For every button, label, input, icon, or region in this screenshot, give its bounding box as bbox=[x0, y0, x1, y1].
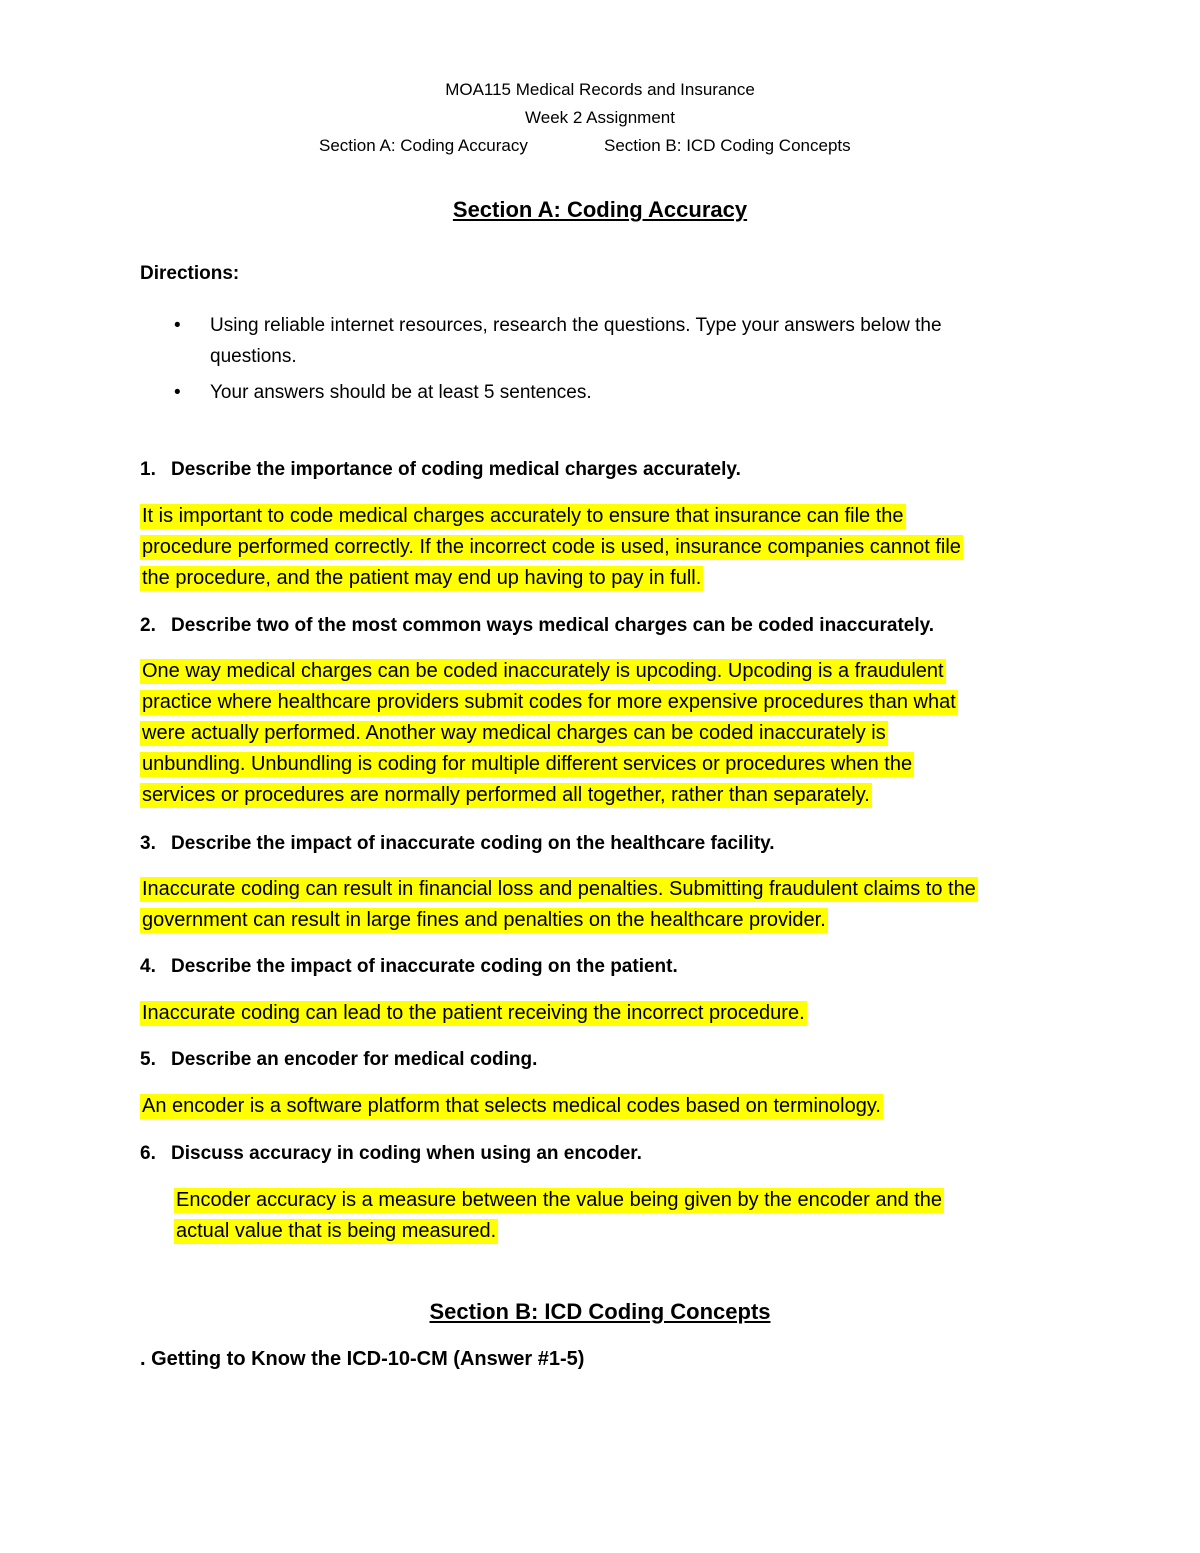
assignment-title: Week 2 Assignment bbox=[525, 108, 675, 127]
answer-line: One way medical charges can be coded inaccurately is upcoding. Upcoding is a fraudulent bbox=[142, 660, 944, 682]
question-2 bbox=[140, 614, 934, 638]
question-number: 6. bbox=[140, 1143, 156, 1164]
question-text: Describe the impact of inaccurate coding on the patient. bbox=[171, 956, 678, 977]
answer-5 bbox=[140, 1091, 883, 1122]
answer-line: were actually performed. Another way medical charges can be coded inaccurately is bbox=[142, 722, 886, 744]
answer-line: practice where healthcare providers submit codes for more expensive procedures than what bbox=[142, 691, 956, 713]
answer-2 bbox=[140, 656, 958, 811]
answer-1 bbox=[140, 501, 963, 594]
bullet-text-line: Using reliable internet resources, research the questions. Type your answers below the bbox=[210, 315, 942, 336]
answer-4 bbox=[140, 998, 807, 1029]
directions-label: Directions: bbox=[140, 263, 240, 284]
question-number: 1. bbox=[140, 459, 156, 480]
question-number: 5. bbox=[140, 1049, 156, 1070]
answer-3 bbox=[140, 874, 978, 936]
question-text: Discuss accuracy in coding when using an encoder. bbox=[171, 1143, 642, 1164]
question-number: 4. bbox=[140, 956, 156, 977]
course-title: MOA115 Medical Records and Insurance bbox=[445, 80, 755, 99]
answer-line: the procedure, and the patient may end up having to pay in full. bbox=[142, 567, 702, 589]
answer-line: services or procedures are normally performed all together, rather than separately. bbox=[142, 784, 870, 806]
section-a-heading: Section A: Coding Accuracy bbox=[452, 197, 748, 222]
answer-6 bbox=[174, 1185, 944, 1247]
answer-line: Inaccurate coding can result in financial loss and penalties. Submitting fraudulent claims to the bbox=[142, 878, 976, 900]
question-3 bbox=[140, 832, 775, 856]
direction-bullet-1 bbox=[140, 310, 1070, 372]
bullet-text-line: questions. bbox=[210, 346, 297, 367]
direction-bullet-2 bbox=[140, 377, 1070, 408]
section-b-heading: Section B: ICD Coding Concepts bbox=[429, 1299, 771, 1324]
header-section-a-label: Section A: Coding Accuracy bbox=[319, 136, 528, 155]
question-6 bbox=[140, 1142, 642, 1166]
answer-line: government can result in large fines and penalties on the healthcare provider. bbox=[142, 909, 826, 931]
question-text: Describe the impact of inaccurate coding on the healthcare facility. bbox=[171, 833, 775, 854]
question-number: 3. bbox=[140, 833, 156, 854]
answer-line: procedure performed correctly. If the incorrect code is used, insurance companies cannot file bbox=[142, 536, 961, 558]
question-text: Describe the importance of coding medical charges accurately. bbox=[171, 459, 741, 480]
answer-line: An encoder is a software platform that selects medical codes based on terminology. bbox=[142, 1095, 881, 1117]
bullet-icon: • bbox=[174, 315, 181, 336]
answer-line: actual value that is being measured. bbox=[176, 1220, 497, 1242]
question-number: 2. bbox=[140, 615, 156, 636]
answer-line: Encoder accuracy is a measure between the value being given by the encoder and the bbox=[176, 1189, 943, 1211]
header-section-labels bbox=[0, 135, 1200, 157]
question-1 bbox=[140, 458, 741, 482]
answer-line: It is important to code medical charges accurately to ensure that insurance can file the bbox=[142, 505, 904, 527]
bullet-text-line: Your answers should be at least 5 sentences. bbox=[210, 382, 592, 403]
question-text: Describe an encoder for medical coding. bbox=[171, 1049, 538, 1070]
bullet-icon: • bbox=[174, 382, 181, 403]
answer-line: Inaccurate coding can lead to the patient receiving the incorrect procedure. bbox=[142, 1002, 805, 1024]
question-4 bbox=[140, 955, 678, 979]
answer-line: unbundling. Unbundling is coding for multiple different services or procedures when the bbox=[142, 753, 913, 775]
section-b-subheading: . Getting to Know the ICD-10-CM (Answer #1-5) bbox=[140, 1348, 585, 1370]
question-5 bbox=[140, 1048, 537, 1072]
question-text: Describe two of the most common ways medical charges can be coded inaccurately. bbox=[171, 615, 935, 636]
header-section-b-label: Section B: ICD Coding Concepts bbox=[604, 136, 851, 155]
